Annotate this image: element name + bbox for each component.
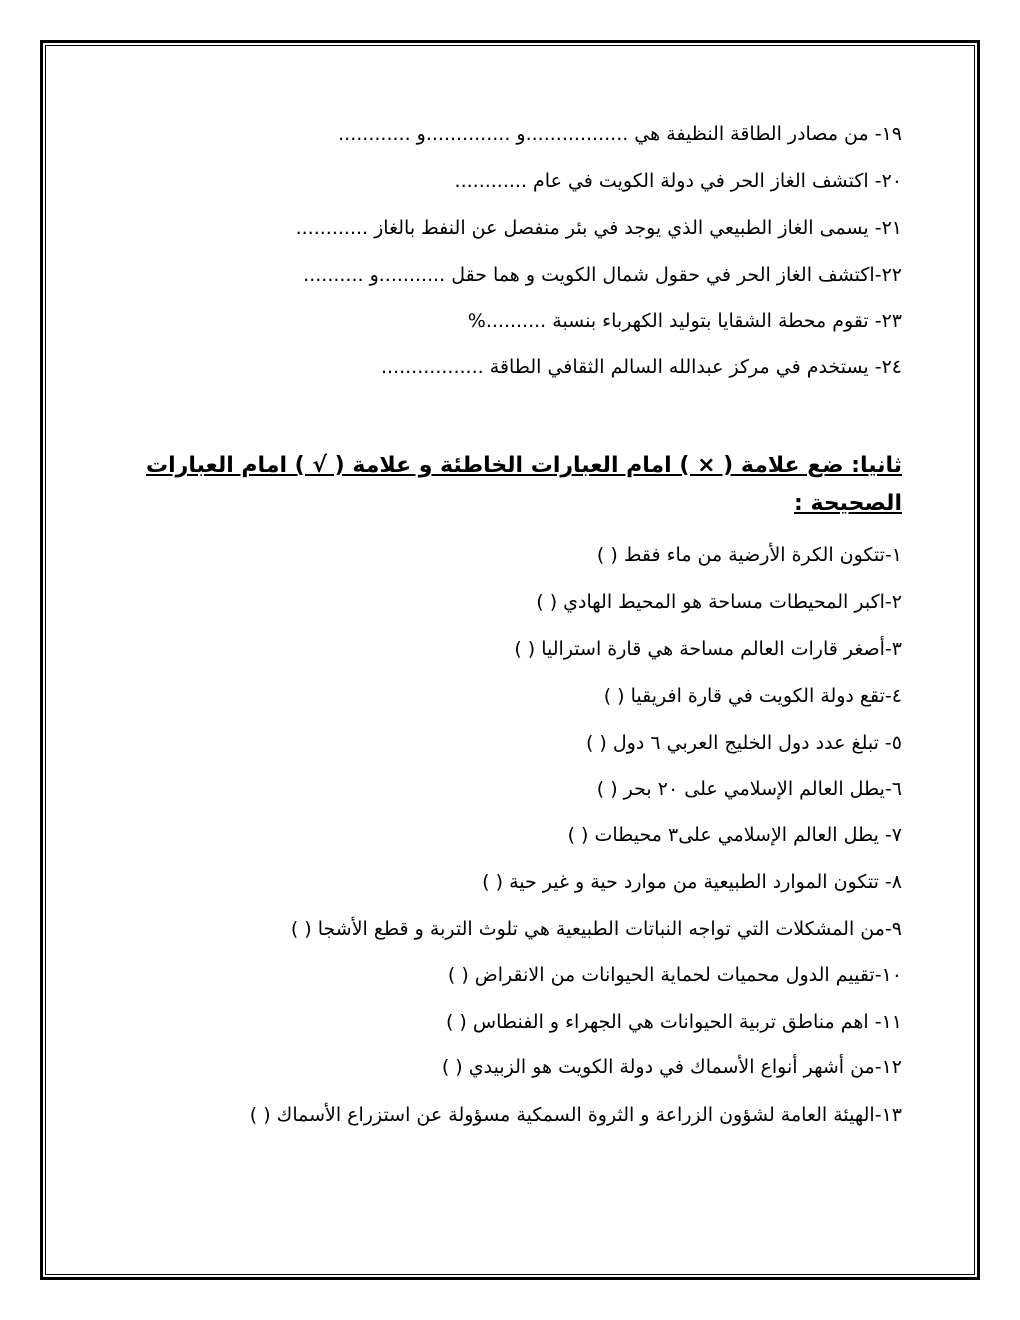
question-20: ٢٠- اكتشف الغاز الحر في دولة الكويت في عام ............ (454, 170, 902, 192)
tf-item-7: ٧- يطل العالم الإسلامي على٣ محيطات ( ) (567, 824, 902, 846)
tf-item-8: ٨- تتكون الموارد الطبيعية من موارد حية و غير حية ( ) (482, 871, 902, 893)
tf-item-5: ٥- تبلغ عدد دول الخليج العربي ٦ دول ( ) (585, 732, 902, 754)
question-23: ٢٣- تقوم محطة الشقايا بتوليد الكهرباء بنسبة ..........% (467, 310, 902, 332)
question-21: ٢١- يسمى الغاز الطبيعي الذي يوجد في بئر منفصل عن النفط بالغاز ............ (295, 217, 902, 239)
tf-item-4: ٤-تقع دولة الكويت في قارة افريقيا ( ) (603, 685, 902, 707)
question-19: ١٩- من مصادر الطاقة النظيفة هي .................و ..............و ............ (338, 123, 902, 145)
tf-item-3: ٣-أصغر قارات العالم مساحة هي قارة استراليا ( ) (514, 638, 902, 660)
question-22: ٢٢-اكتشف الغاز الحر في حقول شمال الكويت و هما حقل ...........و .......... (303, 264, 902, 286)
tf-item-1: ١-تتكون الكرة الأرضية من ماء فقط ( ) (596, 544, 902, 566)
tf-item-13: ١٣-الهيئة العامة لشؤون الزراعة و الثروة السمكية مسؤولة عن استزراع الأسماك ( ) (249, 1104, 902, 1126)
tf-item-6: ٦-يطل العالم الإسلامي على ٢٠ بحر ( ) (596, 778, 902, 800)
tf-item-11: ١١- اهم مناطق تربية الحيوانات هي الجهراء و الفنطاس ( ) (445, 1011, 902, 1033)
tf-item-9: ٩-من المشكلات التي تواجه النباتات الطبيعية هي تلوث التربة و قطع الأشجا ( ) (290, 918, 902, 940)
tf-item-10: ١٠-تقييم الدول محميات لحماية الحيوانات من الانقراض ( ) (447, 964, 902, 986)
section-2-heading: ثانيا: ضع علامة ( × ) امام العبارات الخاطئة و علامة ( √ ) امام العبارات الصحيحة : (146, 453, 902, 516)
question-24: ٢٤- يستخدم في مركز عبدالله السالم الثقافي الطاقة ................. (380, 356, 902, 378)
tf-item-2: ٢-اكبر المحيطات مساحة هو المحيط الهادي ( ) (536, 591, 902, 613)
tf-item-12: ١٢-من أشهر أنواع الأسماك في دولة الكويت هو الزبيدي ( ) (441, 1056, 902, 1078)
